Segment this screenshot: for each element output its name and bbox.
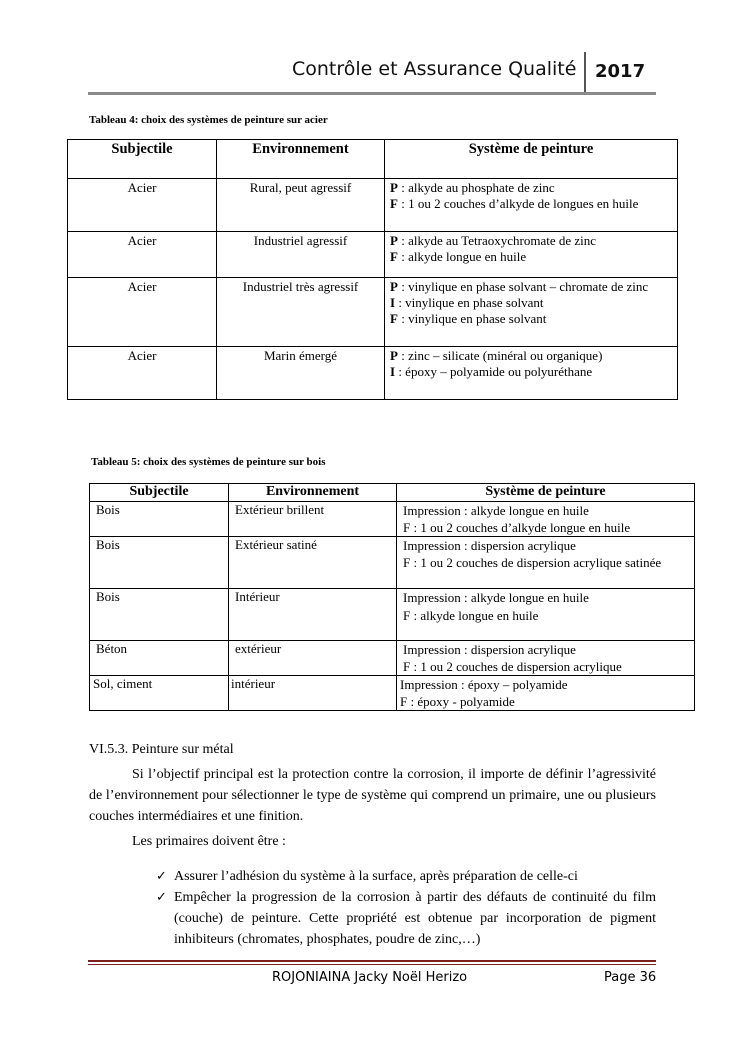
primaires-intro: Les primaires doivent être : xyxy=(132,834,286,849)
table-row xyxy=(90,589,695,641)
table-row xyxy=(90,641,695,676)
table5-caption: Tableau 5: choix des systèmes de peinture sur bois xyxy=(91,456,326,468)
section-paragraph: Si l’objectif principal est la protection contre la corrosion, il importe de définir l’agressivité de l’environnement pour sélectionner le type de système qui comprend un primaire, une ou plusieurs couches intermédiaires et une finition. xyxy=(89,767,656,824)
document-header-title: Contrôle et Assurance Qualité xyxy=(292,58,577,80)
table4-cell-environnement: Marin émergé xyxy=(217,347,385,400)
document-header-year: 2017 xyxy=(595,61,646,82)
table-row xyxy=(68,347,678,400)
table5-cell-systeme: Impression : alkyde longue en huile F : alkyde longue en huile xyxy=(397,589,695,641)
primaires-list xyxy=(156,866,656,950)
table5-wood-paint-systems xyxy=(89,483,695,711)
table4-cell-environnement: Industriel très agressif xyxy=(217,278,385,347)
table5-cell-subjectile: Bois xyxy=(90,589,229,641)
table4-cell-subjectile: Acier xyxy=(68,179,217,232)
header-divider xyxy=(584,52,586,92)
table5-cell-subjectile: Béton xyxy=(90,641,229,676)
checkmark-icon: ✓ xyxy=(156,869,167,884)
table4-header-subjectile: Subjectile xyxy=(68,140,217,179)
list-item: ✓ Assurer l’adhésion du système à la surface, après préparation de celle-ci xyxy=(156,866,656,887)
table4-header-systeme: Système de peinture xyxy=(385,140,678,179)
table4-cell-systeme: P : alkyde au phosphate de zinc F : 1 ou 2 couches d’alkyde de longues en huile xyxy=(385,179,678,232)
table4-caption: Tableau 4: choix des systèmes de peinture sur acier xyxy=(89,114,328,126)
table4-cell-environnement: Industriel agressif xyxy=(217,232,385,278)
table5-cell-environnement: Intérieur xyxy=(229,589,397,641)
table4-cell-systeme: P : zinc – silicate (minéral ou organique) I : époxy – polyamide ou polyuréthane xyxy=(385,347,678,400)
table5-header-subjectile: Subjectile xyxy=(90,484,229,502)
header-rule xyxy=(88,92,656,95)
table4-cell-subjectile: Acier xyxy=(68,232,217,278)
section-title: VI.5.3. Peinture sur métal xyxy=(89,742,234,757)
table-row xyxy=(68,232,678,278)
table5-cell-subjectile: Bois xyxy=(90,537,229,589)
table5-cell-environnement: extérieur xyxy=(229,641,397,676)
footer-author: ROJONIAINA Jacky Noël Herizo xyxy=(272,970,468,985)
table5-cell-systeme: Impression : dispersion acrylique F : 1 ou 2 couches de dispersion acrylique satinée xyxy=(397,537,695,589)
table4-steel-paint-systems xyxy=(67,139,678,400)
table4-cell-environnement: Rural, peut agressif xyxy=(217,179,385,232)
checkmark-icon: ✓ xyxy=(156,890,167,905)
table4-header-environnement: Environnement xyxy=(217,140,385,179)
table4-cell-systeme: P : vinylique en phase solvant – chromate de zinc I : vinylique en phase solvant F : vinylique en phase solvant xyxy=(385,278,678,347)
table5-cell-subjectile: Bois xyxy=(90,502,229,537)
table-row xyxy=(68,179,678,232)
table5-header-environnement: Environnement xyxy=(229,484,397,502)
table5-cell-subjectile: Sol, ciment xyxy=(90,676,229,711)
table-row xyxy=(90,676,695,711)
table5-header-systeme: Système de peinture xyxy=(397,484,695,502)
table5-cell-environnement: Extérieur brillent xyxy=(229,502,397,537)
table-row xyxy=(90,502,695,537)
footer-page-number: Page 36 xyxy=(604,970,657,985)
footer-rule xyxy=(88,960,656,962)
table-row xyxy=(68,278,678,347)
table5-cell-systeme: Impression : dispersion acrylique F : 1 ou 2 couches de dispersion acrylique xyxy=(397,641,695,676)
table4-cell-subjectile: Acier xyxy=(68,347,217,400)
table4-cell-systeme: P : alkyde au Tetraoxychromate de zinc F : alkyde longue en huile xyxy=(385,232,678,278)
table5-cell-environnement: Extérieur satiné xyxy=(229,537,397,589)
table5-cell-systeme: Impression : époxy – polyamide F : époxy - polyamide xyxy=(397,676,695,711)
table5-cell-environnement: intérieur xyxy=(229,676,397,711)
table-row xyxy=(90,537,695,589)
table5-cell-systeme: Impression : alkyde longue en huile F : 1 ou 2 couches d’alkyde longue en huile xyxy=(397,502,695,537)
table4-cell-subjectile: Acier xyxy=(68,278,217,347)
list-item: ✓ Empêcher la progression de la corrosion à partir des défauts de continuité du film (couche) de peinture. Cette propriété est obtenue par incorporation de pigment inhibiteurs (chromates, phosphates, poudre de zinc,…) xyxy=(156,887,656,950)
footer-rule-thin xyxy=(88,964,656,965)
